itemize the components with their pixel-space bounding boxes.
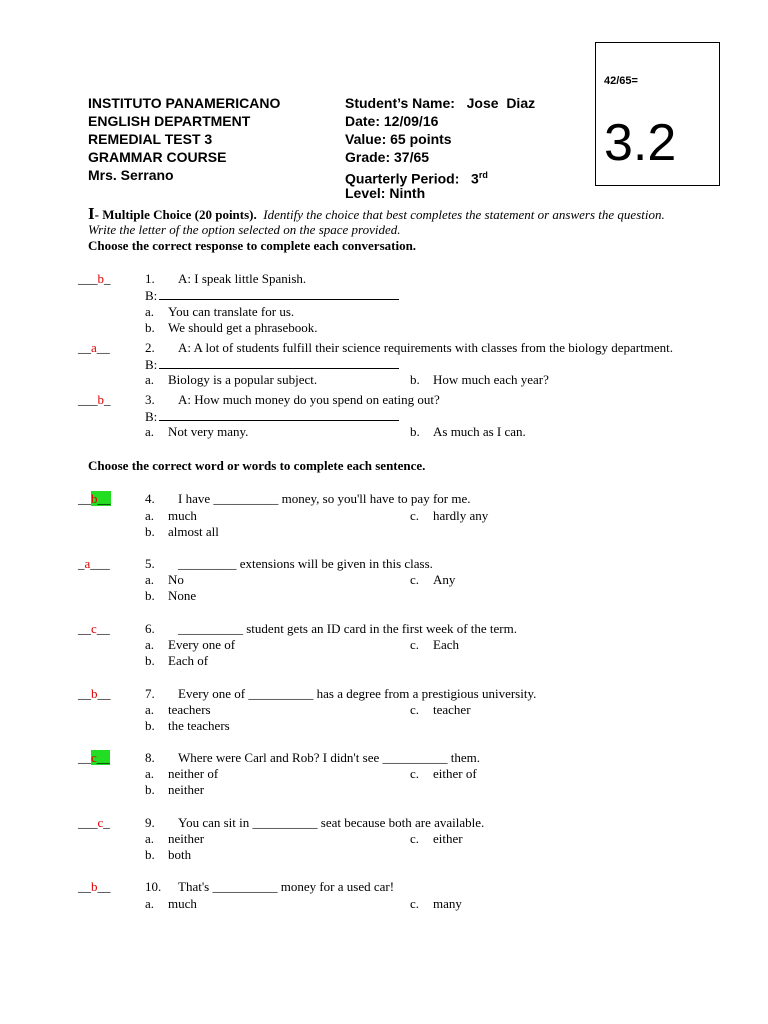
answer-blank[interactable]: __b__ — [78, 879, 111, 894]
question-number: 1. — [145, 271, 155, 286]
option-letter: c. — [410, 637, 420, 652]
option-text: teachers — [168, 702, 211, 717]
option-text: neither — [168, 831, 205, 846]
option-text: Biology is a popular subject. — [168, 372, 318, 387]
teacher-name: Mrs. Serrano — [88, 167, 174, 183]
option-letter: b. — [145, 782, 155, 797]
option-letter: c. — [410, 896, 420, 911]
option-letter: b. — [145, 718, 155, 733]
section-instruction: Identify the choice that best completes the statement or answers the question. — [263, 207, 665, 222]
option-text: Not very many. — [168, 424, 249, 439]
question-text: __________ student gets an ID card in the first week of the term. — [178, 621, 517, 636]
option-letter: a. — [145, 896, 155, 911]
student-name: Jose Diaz — [466, 95, 536, 111]
level: Level: Ninth — [345, 185, 426, 201]
section-instruction-2: Write the letter of the option selected on the space provided. — [88, 222, 401, 237]
date: Date: 12/09/16 — [345, 113, 439, 129]
question-text: A: I speak little Spanish. — [178, 271, 307, 286]
grade: Grade: 37/65 — [345, 149, 430, 165]
option-letter: b. — [410, 372, 420, 387]
option-text: Any — [433, 572, 456, 587]
period-label: Quarterly Period: — [345, 170, 460, 187]
question-number: 9. — [145, 815, 155, 830]
period-value: 3 — [471, 170, 479, 187]
option-text: Each of — [168, 653, 209, 668]
option-letter: c. — [410, 572, 420, 587]
period-sup: rd — [478, 170, 488, 180]
option-letter: a. — [145, 304, 155, 319]
option-letter: b. — [410, 424, 420, 439]
question-number: 4. — [145, 491, 155, 506]
option-text: No — [168, 572, 184, 587]
option-letter: c. — [410, 766, 420, 781]
option-letter: b. — [145, 653, 155, 668]
answer-blank[interactable]: ___c_ — [78, 815, 110, 830]
answer-blank[interactable]: __a__ — [78, 340, 110, 355]
school-name: INSTITUTO PANAMERICANO — [88, 95, 281, 111]
answer-blank[interactable]: ___b_ — [78, 392, 111, 407]
response-line: B: — [145, 287, 399, 304]
question-text: Where were Carl and Rob? I didn't see __________ them. — [178, 750, 480, 765]
option-text: teacher — [433, 702, 471, 717]
option-letter: c. — [410, 702, 420, 717]
answer-blank[interactable]: ___b_ — [78, 271, 111, 286]
option-letter: a. — [145, 702, 155, 717]
section-heading — [88, 204, 665, 224]
question-text: A: How much money do you spend on eating out? — [178, 392, 440, 407]
question-text: I have __________ money, so you'll have to pay for me. — [178, 491, 471, 506]
score-box — [595, 42, 720, 186]
option-text: As much as I can. — [433, 424, 526, 439]
test-name: REMEDIAL TEST 3 — [88, 131, 213, 147]
option-text: both — [168, 847, 192, 862]
option-letter: a. — [145, 372, 155, 387]
option-text: many — [433, 896, 462, 911]
question-number: 7. — [145, 686, 155, 701]
option-text: None — [168, 588, 197, 603]
option-text: Every one of — [168, 637, 236, 652]
option-letter: a. — [145, 572, 155, 587]
option-letter: a. — [145, 424, 155, 439]
question-number: 6. — [145, 621, 155, 636]
question-number: 8. — [145, 750, 155, 765]
option-text: either of — [433, 766, 477, 781]
option-letter: b. — [145, 588, 155, 603]
option-text: almost all — [168, 524, 219, 539]
question-number: 2. — [145, 340, 155, 355]
option-letter: c. — [410, 508, 420, 523]
question-number: 5. — [145, 556, 155, 571]
option-letter: a. — [145, 508, 155, 523]
option-text: Each — [433, 637, 459, 652]
answer-blank[interactable]: __c__ — [78, 621, 110, 636]
option-letter: b. — [145, 320, 155, 335]
student-name-line — [345, 94, 535, 112]
option-text: the teachers — [168, 718, 230, 733]
option-text: hardly any — [433, 508, 489, 523]
option-text: How much each year? — [433, 372, 549, 387]
section-title: - Multiple Choice (20 points). — [94, 207, 257, 222]
option-letter: b. — [145, 847, 155, 862]
option-text: either — [433, 831, 463, 846]
question-number: 3. — [145, 392, 155, 407]
response-line: B: — [145, 356, 399, 373]
option-letter: a. — [145, 766, 155, 781]
question-number: 10. — [145, 879, 162, 894]
question-text: That's __________ money for a used car! — [178, 879, 395, 894]
score-fraction: 42/65= — [604, 75, 638, 87]
subheading-sentence: Choose the correct word or words to complete each sentence. — [88, 458, 426, 473]
question-text: _________ extensions will be given in this class. — [178, 556, 433, 571]
option-text: neither — [168, 782, 205, 797]
option-text: We should get a phrasebook. — [168, 320, 318, 335]
option-letter: c. — [410, 831, 420, 846]
question-text: You can sit in __________ seat because both are available. — [178, 815, 485, 830]
value: Value: 65 points — [345, 131, 452, 147]
answer-blank[interactable]: __b__ — [78, 491, 111, 506]
course-name: GRAMMAR COURSE — [88, 149, 227, 165]
option-letter: a. — [145, 831, 155, 846]
option-text: much — [168, 896, 197, 911]
option-text: neither of — [168, 766, 219, 781]
score-grade: 3.2 — [604, 114, 677, 172]
question-text: Every one of __________ has a degree from a prestigious university. — [178, 686, 537, 701]
answer-blank[interactable]: __b__ — [78, 686, 111, 701]
option-letter: b. — [145, 524, 155, 539]
student-label: Student’s Name: — [345, 95, 455, 111]
department: ENGLISH DEPARTMENT — [88, 113, 251, 129]
option-text: You can translate for us. — [168, 304, 295, 319]
subheading-conversation: Choose the correct response to complete each conversation. — [88, 238, 417, 253]
option-text: much — [168, 508, 197, 523]
response-line: B: — [145, 408, 399, 425]
question-text: A: A lot of students fulfill their science requirements with classes from the biology department. — [178, 340, 673, 355]
answer-blank[interactable]: __c__ — [78, 750, 110, 765]
option-letter: a. — [145, 637, 155, 652]
answer-blank[interactable]: _a___ — [78, 556, 110, 571]
section-roman: I — [88, 204, 95, 223]
